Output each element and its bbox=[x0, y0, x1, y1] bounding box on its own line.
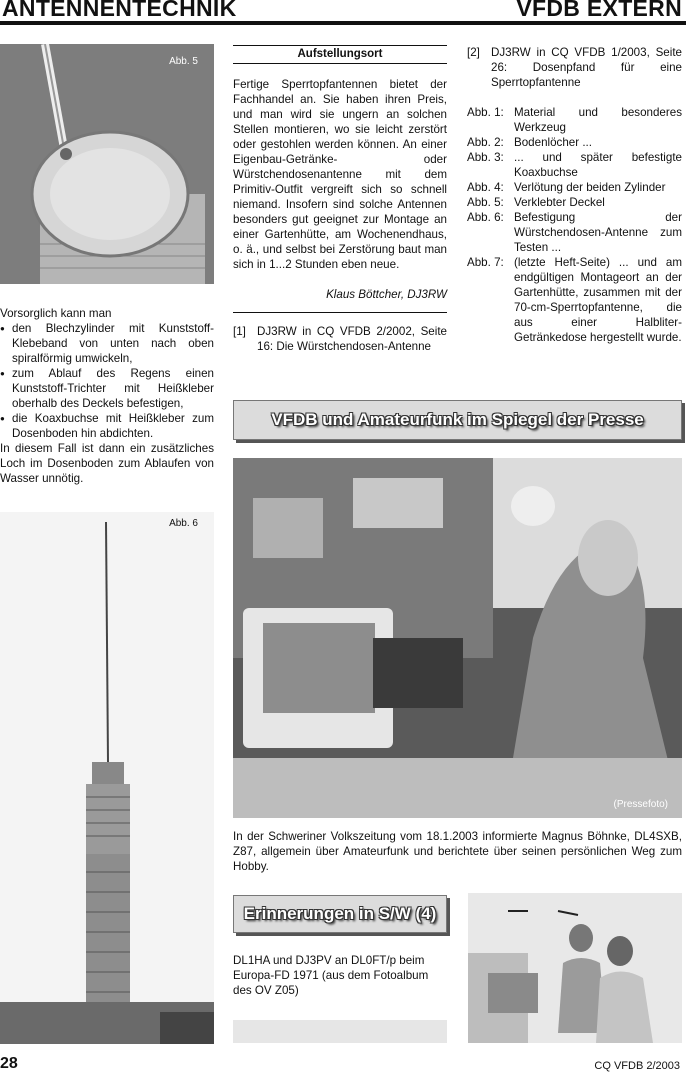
memories-banner bbox=[233, 895, 447, 933]
box-title: Aufstellungsort bbox=[233, 45, 447, 64]
photo-abb5 bbox=[0, 44, 214, 284]
figure-desc: Bodenlöcher ... bbox=[514, 136, 592, 149]
photo-credit: (Pressefoto) bbox=[613, 799, 668, 810]
figure-desc: (letzte Heft-Seite) ... und am endgültigen Montageort an der Gartenhütte, zusammen mit der 70-cm-Sperrtopfantenne, die aus einer Halbliter-Getränkedose hergestellt wurde. bbox=[514, 256, 682, 344]
photo-abb6 bbox=[0, 512, 214, 1044]
press-caption: In der Schweriner Volkszeitung vom 18.1.2003 informierte Magnus Böhnke, DL4SXB, Z87, allgemein über Amateurfunk und berichtete über seinen persönlichen Weg zum Hobby. bbox=[233, 830, 682, 873]
reference-key: [2] bbox=[467, 46, 480, 59]
header-rule bbox=[0, 21, 686, 25]
figure-label: Abb. 6 bbox=[169, 518, 198, 529]
figure-key: Abb. 3: bbox=[467, 151, 504, 164]
reference bbox=[467, 45, 682, 90]
reference-key: [1] bbox=[233, 325, 246, 338]
figure-label: Abb. 5 bbox=[169, 56, 198, 67]
figure-desc: Verlötung der beiden Zylinder bbox=[514, 181, 666, 194]
press-banner bbox=[233, 400, 682, 440]
page-number: 28 bbox=[0, 1055, 18, 1072]
banner-title: Erinnerungen in S/W (4) bbox=[243, 904, 437, 923]
field-day-illustration bbox=[468, 893, 682, 1043]
figure-list bbox=[467, 105, 682, 345]
paragraph: Vorsorglich kann man bbox=[0, 307, 112, 320]
list-item: ● zum Ablauf des Regens einen Kunststoff-Trichter mit Heißkleber oberhalb des Deckels befestigen, bbox=[0, 366, 214, 411]
paragraph: Fertige Sperrtopfantennen bietet der Fachhandel an. Sie haben ihren Preis, und man wird sie ungern an solchen Stellen montieren, wo sie leicht zerstört oder gestohlen werden können. An einer Eigenbau-Getränke- oder Würstchendosenantenne mit dem Primitiv-Outfit vergreift sich so schnell niemand. Insofern sind solche Antennen besonders gut geeignet zur Montage an einer Gartenhütte, am Wochenendhaus, o. ä., und selbst bei Zerstörung baut man sich in 1...2 Stunden eben neue. bbox=[233, 78, 447, 271]
paragraph: In diesem Fall ist dann ein zusätzliches Loch im Dosenboden zum Ablaufen von Wasser unnötig. bbox=[0, 442, 214, 485]
press-photo bbox=[233, 458, 682, 818]
figure-key: Abb. 6: bbox=[467, 211, 504, 224]
figure-key: Abb. 4: bbox=[467, 181, 504, 194]
issue-label: CQ VFDB 2/2003 bbox=[594, 1060, 680, 1072]
antenna-lid-illustration bbox=[0, 44, 214, 284]
memories-caption: DL1HA und DJ3PV an DL0FT/p beim Europa-FD 1971 (aus dem Fotoalbum des OV Z05) bbox=[233, 954, 429, 997]
reference-text: DJ3RW in CQ VFDB 1/2003, Seite 26: Dosenpfand für eine Sperrtopfantenne bbox=[491, 46, 682, 89]
list-item: ● den Blechzylinder mit Kunststoff-Klebeband von unten nach oben spiralförmig umwickeln, bbox=[0, 321, 214, 366]
memories-photo bbox=[468, 893, 682, 1043]
figure-desc: ... und später befestigte Koaxbuchse bbox=[514, 151, 682, 179]
left-column-text bbox=[0, 306, 214, 486]
figure-key: Abb. 1: bbox=[467, 106, 504, 119]
antenna-mast-illustration bbox=[0, 512, 214, 1044]
figure-desc: Befestigung der Würstchendosen-Antenne zum Testen ... bbox=[514, 211, 682, 254]
magazine-section: VFDB EXTERN bbox=[516, 0, 682, 21]
reference-text: DJ3RW in CQ VFDB 2/2002, Seite 16: Die Würstchendosen-Antenne bbox=[257, 325, 447, 353]
right-column bbox=[467, 45, 682, 345]
figure-key: Abb. 7: bbox=[467, 256, 504, 269]
author: Klaus Böttcher, DJ3RW bbox=[326, 288, 447, 301]
figure-desc: Verklebter Deckel bbox=[514, 196, 605, 209]
list-item: ● die Koaxbuchse mit Heißkleber zum Dosenboden hin abdichten. bbox=[0, 411, 214, 441]
figure-key: Abb. 2: bbox=[467, 136, 504, 149]
figure-desc: Material und besonderes Werkzeug bbox=[514, 106, 682, 134]
section-title: ANTENNENTECHNIK bbox=[2, 0, 237, 21]
grey-bar bbox=[233, 1020, 447, 1043]
reference bbox=[233, 324, 447, 354]
figure-key: Abb. 5: bbox=[467, 196, 504, 209]
middle-column bbox=[233, 45, 447, 354]
radio-station-illustration bbox=[233, 458, 682, 818]
banner-title: VFDB und Amateurfunk im Spiegel der Presse bbox=[271, 410, 644, 429]
